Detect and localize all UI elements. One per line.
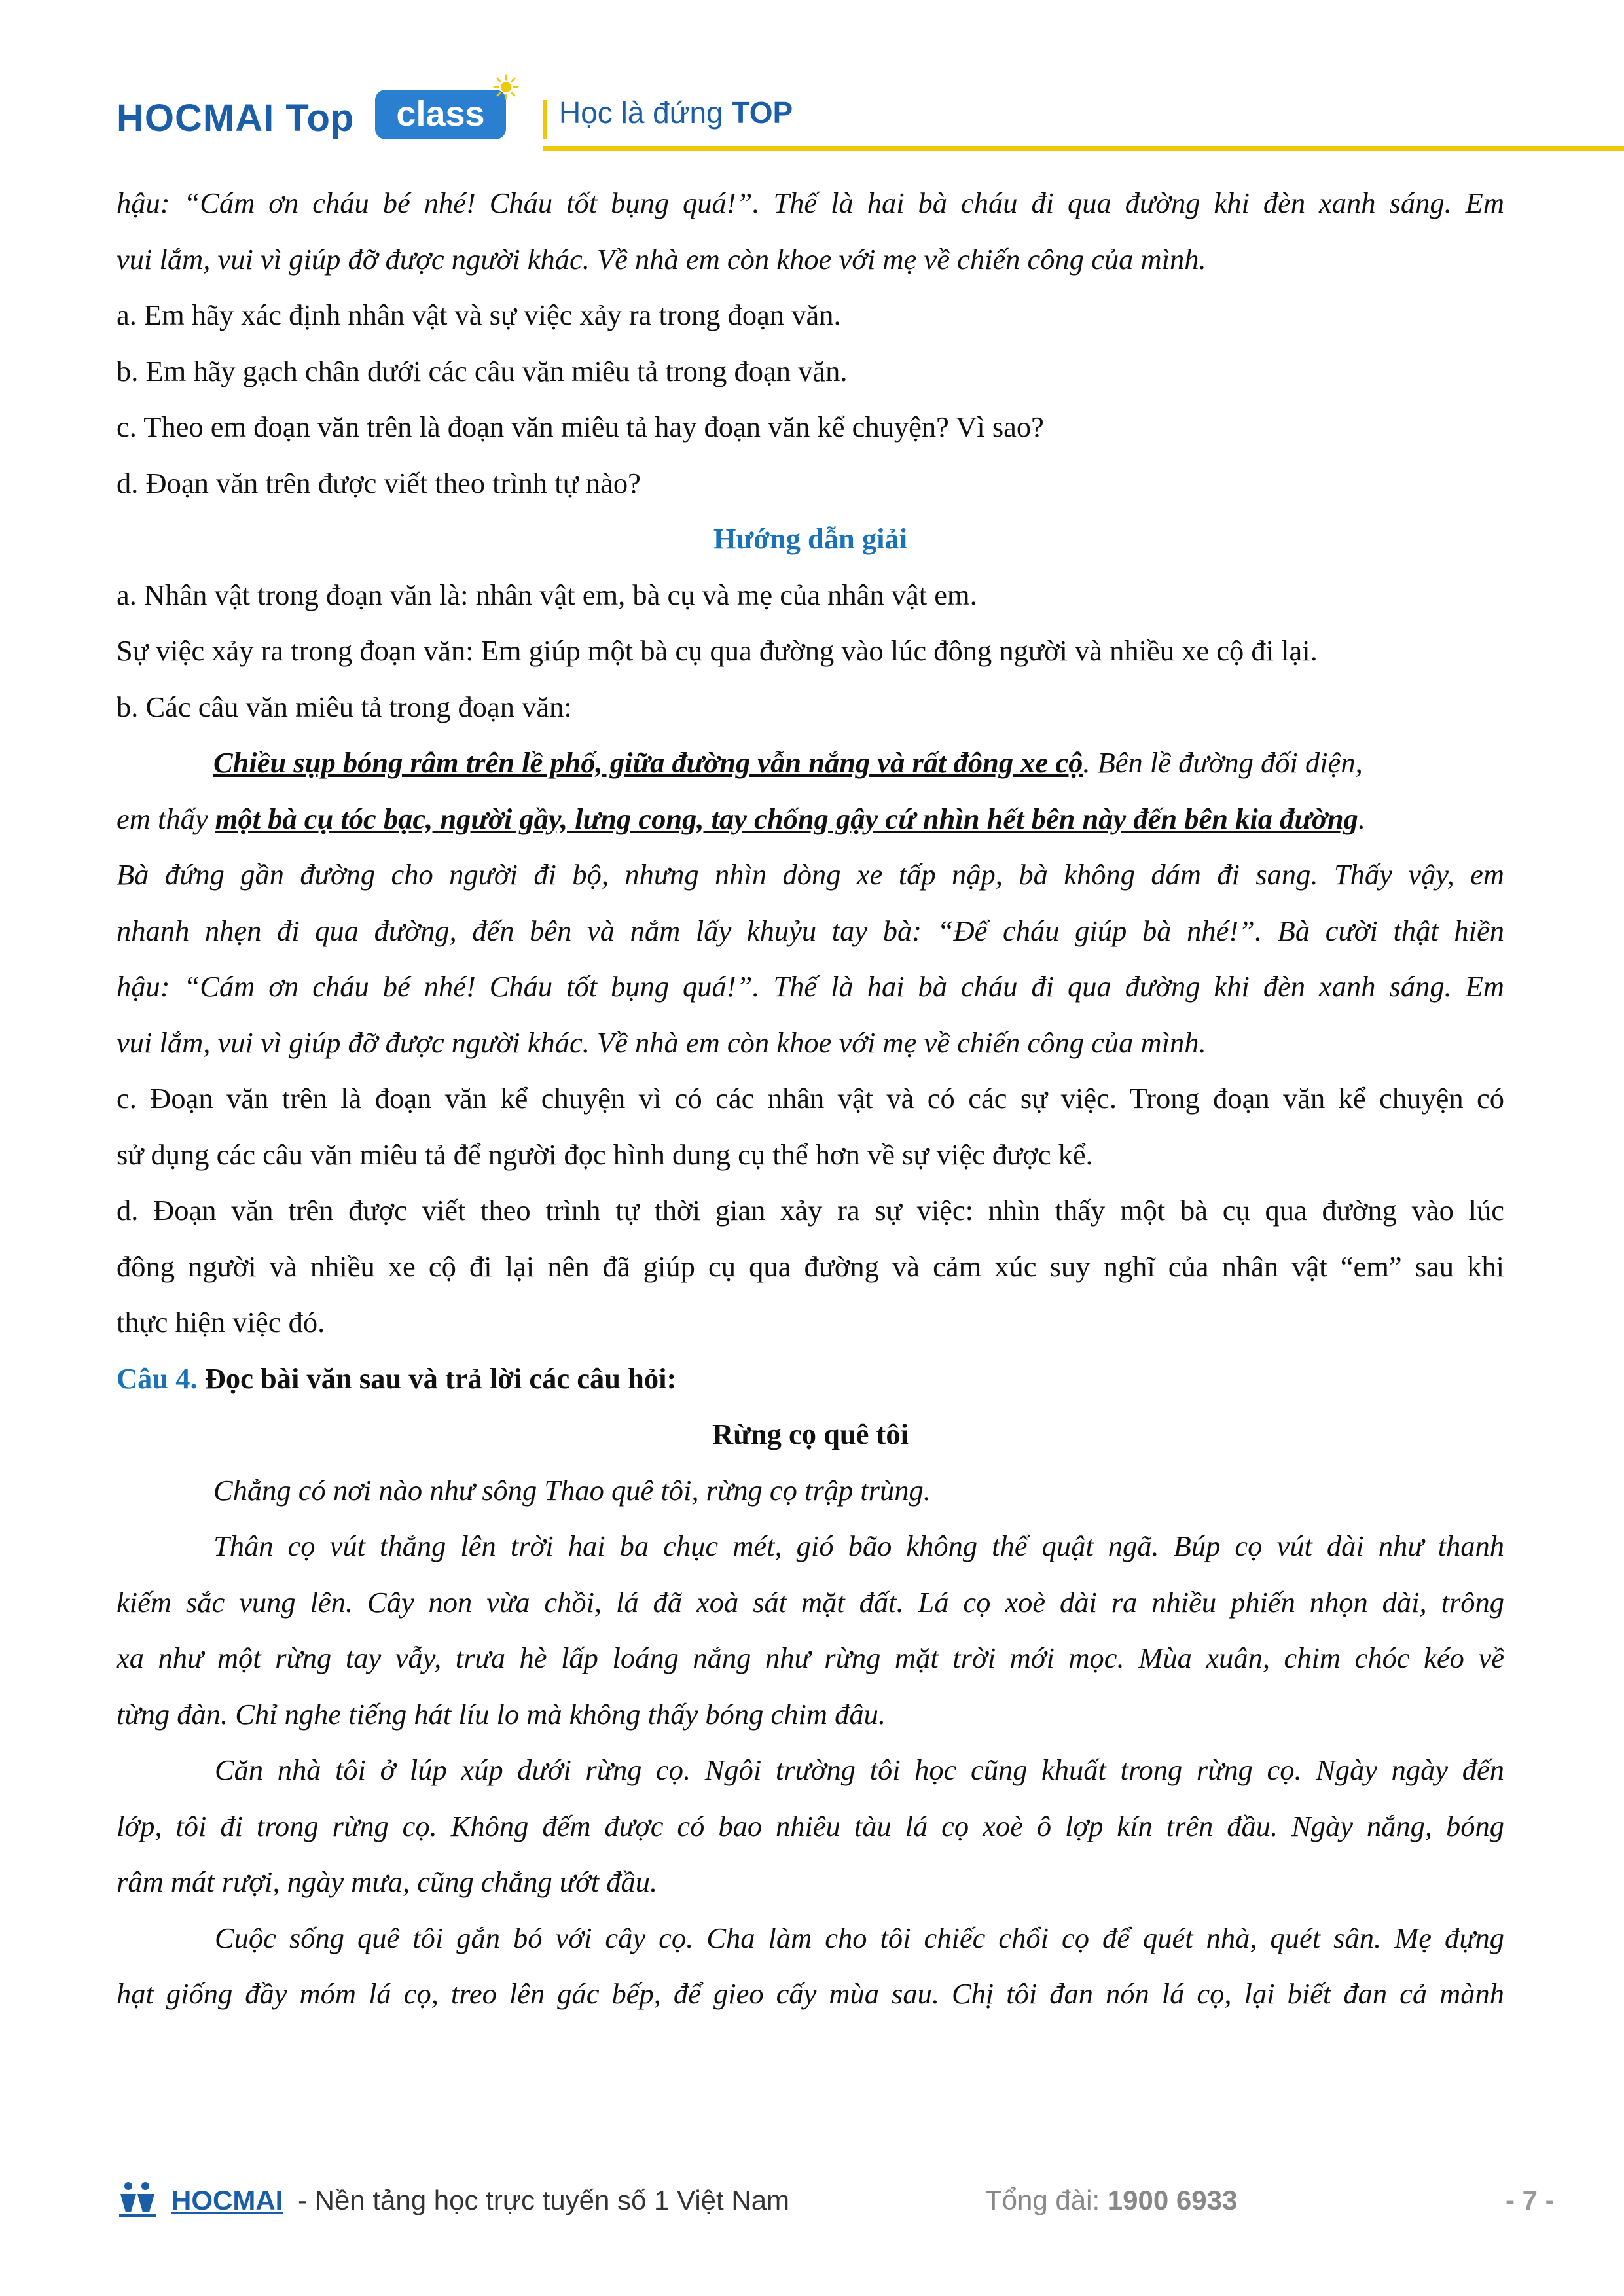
hocmai-logo-icon: [117, 2179, 162, 2219]
tagline-prefix: Học là đứng: [559, 96, 723, 130]
text-line: nhanh nhẹn đi qua đường, đến bên và nắm lấy khuỷu tay bà: “Để cháu giúp bà nhé!”. Bà cười thật hiền: [117, 914, 1504, 947]
text-span: .: [1358, 802, 1366, 835]
text-line: [117, 791, 1504, 848]
answer-d-line: d. Đoạn văn trên được viết theo trình tự thời gian xảy ra sự việc: nhìn thấy một bà cụ qua đường vào lúc: [117, 1194, 1504, 1227]
page-number: - 7 -: [1506, 2185, 1555, 2215]
text-span: em thấy: [117, 802, 215, 835]
page-header: [117, 62, 1557, 160]
text-line: hậu: “Cám ơn cháu bé nhé! Cháu tốt bụng quá!”. Thế là hai bà cháu đi qua đường khi đèn xanh sáng. Em: [117, 970, 1504, 1003]
header-rule: [543, 146, 1624, 151]
document-body: [117, 175, 1504, 2022]
text-line: vui lắm, vui vì giúp đỡ được người khác. Về nhà em còn khoe với mẹ về chiến công của mình.: [117, 1026, 1206, 1059]
text-line: [117, 735, 1504, 791]
reading-line: từng đàn. Chỉ nghe tiếng hát líu lo mà không thấy bóng chim đâu.: [117, 1697, 886, 1731]
sun-icon: [493, 74, 519, 100]
question-a: a. Em hãy xác định nhân vật và sự việc xảy ra trong đoạn văn.: [117, 298, 841, 331]
reading-line: kiếm sắc vung lên. Cây non vừa chồi, lá đã xoà sát mặt đất. Lá cọ xoè dài ra nhiều phiến nhọn dài, trông: [117, 1585, 1504, 1619]
tagline-divider: [543, 100, 547, 139]
guide-heading: Hướng dẫn giải: [713, 522, 908, 555]
hotline-number: 1900 6933: [1107, 2185, 1238, 2215]
reading-line: Cuộc sống quê tôi gắn bó với cây cọ. Cha làm cho tôi chiếc chổi cọ để quét nhà, quét sân. Mẹ đựng: [215, 1921, 1504, 1954]
answer-a-line: a. Nhân vật trong đoạn văn là: nhân vật em, bà cụ và mẹ của nhân vật em.: [117, 578, 977, 611]
reading-line: Căn nhà tôi ở lúp xúp dưới rừng cọ. Ngôi trường tôi học cũng khuất trong rừng cọ. Ngày ngày đến: [215, 1753, 1504, 1786]
page-footer: [0, 2179, 1624, 2232]
reading-line: Chẳng có nơi nào như sông Thao quê tôi, rừng cọ trập trùng.: [213, 1473, 931, 1507]
footer-brand-link[interactable]: HOCMAI: [171, 2185, 283, 2215]
text-line: Bà đứng gần đường cho người đi bộ, nhưng nhìn dòng xe tấp nập, bà không dám đi sang. Thấy vậy, em: [117, 858, 1504, 891]
answer-d-line: thực hiện việc đó.: [117, 1306, 325, 1338]
text-line: hậu: “Cám ơn cháu bé nhé! Cháu tốt bụng quá!”. Thế là hai bà cháu đi qua đường khi đèn xanh sáng. Em: [117, 187, 1504, 219]
question-4-text: Đọc bài văn sau và trả lời các câu hỏi:: [204, 1361, 677, 1395]
logo-badge: class: [375, 90, 506, 139]
underlined-sentence: Chiều sụp bóng râm trên lề phố, giữa đường vẫn nắng và rất đông xe cộ: [213, 746, 1083, 779]
tagline-emphasis: TOP: [731, 96, 793, 130]
reading-title: Rừng cọ quê tôi: [712, 1418, 909, 1450]
text-span: . Bên lề đường đối diện,: [1083, 746, 1363, 779]
answer-a-line: Sự việc xảy ra trong đoạn văn: Em giúp một bà cụ qua đường vào lúc đông người và nhiều xe cộ đi lại.: [117, 634, 1318, 667]
tagline: [559, 95, 793, 130]
answer-c-line: c. Đoạn văn trên là đoạn văn kể chuyện vì có các nhân vật và có các sự việc. Trong đoạn văn kể chuyện có: [117, 1082, 1504, 1115]
question-d: d. Đoạn văn trên được viết theo trình tự nào?: [117, 466, 641, 499]
reading-line: hạt giống đầy móm lá cọ, treo lên gác bếp, để gieo cấy mùa sau. Chị tôi đan nón lá cọ, lại biết đan cả mành: [117, 1977, 1504, 2010]
question-4: [117, 1351, 1504, 1407]
answer-d-line: đông người và nhiều xe cộ đi lại nên đã giúp cụ qua đường và cảm xúc suy nghĩ của nhân vật “em” sau khi: [117, 1249, 1504, 1283]
reading-line: lớp, tôi đi trong rừng cọ. Không đếm được có bao nhiêu tàu lá cọ xoè ô lợp kín trên đầu. Ngày nắng, bóng: [117, 1809, 1504, 1842]
hotline-label: Tổng đài:: [985, 2185, 1100, 2215]
reading-line: xa như một rừng tay vẫy, trưa hè lấp loáng nắng như rừng mặt trời mới mọc. Mùa xuân, chim chóc kéo về: [117, 1641, 1504, 1674]
text-line: vui lắm, vui vì giúp đỡ được người khác. Về nhà em còn khoe với mẹ về chiến công của mình.: [117, 242, 1206, 276]
reading-line: râm mát rượi, ngày mưa, cũng chẳng ướt đầu.: [117, 1865, 658, 1898]
underlined-sentence: một bà cụ tóc bạc, người gầy, lưng cong, tay chống gậy cứ nhìn hết bên này đến bên kia đường: [215, 802, 1358, 835]
question-c: c. Theo em đoạn văn trên là đoạn văn miêu tả hay đoạn văn kể chuyện? Vì sao?: [117, 410, 1044, 443]
footer-hotline: [985, 2185, 1237, 2216]
answer-c-line: sử dụng các câu văn miêu tả để người đọc hình dung cụ thể hơn về sự việc được kể.: [117, 1138, 1093, 1171]
answer-b-intro: b. Các câu văn miêu tả trong đoạn văn:: [117, 690, 572, 723]
reading-line: Thân cọ vút thẳng lên trời hai ba chục mét, gió bão không thể quật ngã. Búp cọ vút dài như thanh: [213, 1530, 1504, 1562]
logo-text: HOCMAI Top: [117, 97, 355, 139]
question-4-label: Câu 4.: [117, 1361, 198, 1395]
question-b: b. Em hãy gạch chân dưới các câu văn miêu tả trong đoạn văn.: [117, 354, 848, 387]
footer-description: - Nền tảng học trực tuyến số 1 Việt Nam: [298, 2185, 790, 2215]
